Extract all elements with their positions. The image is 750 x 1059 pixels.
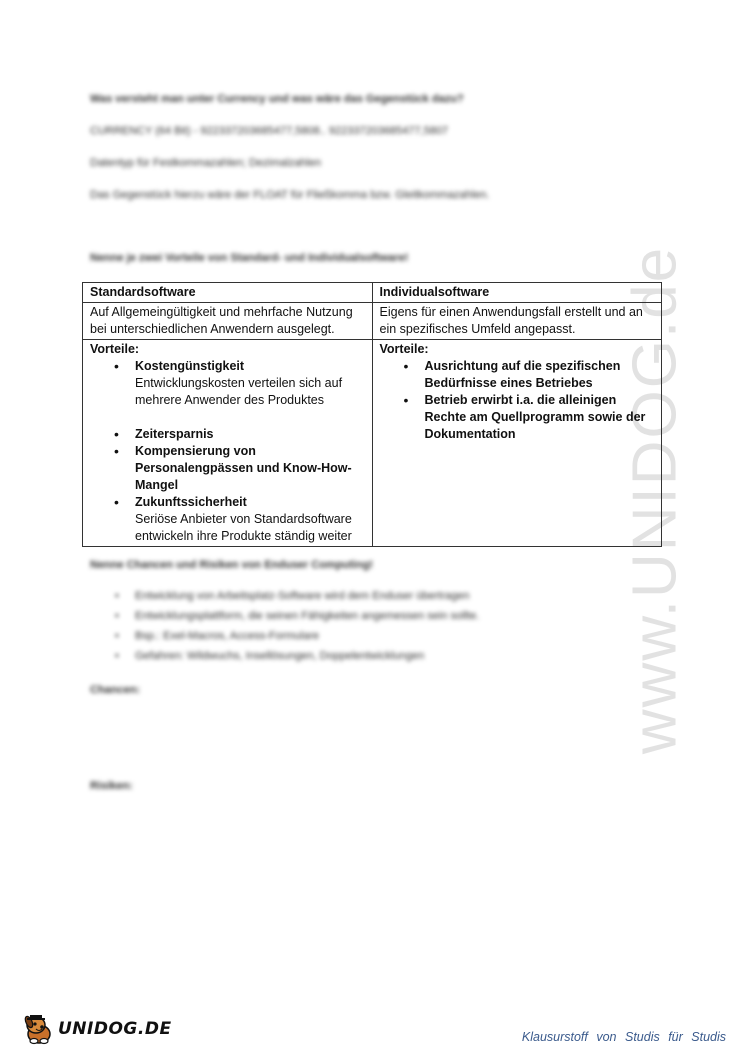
list-item-title: • Kostengünstigkeit xyxy=(135,359,245,373)
list-item: • Entwicklung von Arbeitsplatz-Software wird dem Enduser übertragen xyxy=(115,590,479,610)
list-item: • Bsp.: Exel-Macros, Access-Formulare xyxy=(115,630,479,650)
question-3-title: Nenne Chancen und Risiken von Enduser Computing! xyxy=(90,559,373,571)
unidog-logo[interactable] xyxy=(22,1012,172,1046)
list-item-title: • Kompensierung von Personalengpässen und Know-How-Mangel xyxy=(135,444,352,492)
list-item xyxy=(135,426,365,443)
list-item xyxy=(425,358,655,392)
question-1-title: Was versteht man unter Currency und was wäre das Gegenstück dazu? xyxy=(90,93,464,105)
header-standardsoftware: Standardsoftware xyxy=(83,283,373,303)
list-item-description: Entwicklungskosten verteilen sich auf mehrere Anwender des Produktes xyxy=(135,376,343,407)
list-item xyxy=(135,358,365,409)
enduser-bullet-list xyxy=(115,590,479,670)
description-individualsoftware: Eigens für einen Anwendungsfall erstellt und an ein spezifisches Umfeld angepasst. xyxy=(372,303,662,340)
list-item-title: • Zukunftssicherheit xyxy=(135,495,247,509)
list-item xyxy=(135,494,365,545)
question-1-line-2: Datentyp für Festkommazahlen; Dezimalzahlen xyxy=(90,157,322,169)
advantages-label: Vorteile: xyxy=(379,342,429,356)
table-description-row xyxy=(83,303,662,340)
question-1-line-3: Das Gegenstück hierzu wäre der FLOAT für Fließkomma bzw. Gleitkommazahlen. xyxy=(90,189,490,201)
comparison-table xyxy=(82,282,662,547)
list-item: • Entwicklungsplattform, die seinen Fähigkeiten angemessen sein sollte. xyxy=(115,610,479,630)
advantages-label: Vorteile: xyxy=(90,342,140,356)
risiken-label: Risiken: xyxy=(90,780,133,792)
header-individualsoftware: Individualsoftware xyxy=(372,283,662,303)
list-item-title: • Betrieb erwirbt i.a. die alleinigen Rechte am Quellprogramm sowie der Dokumentation xyxy=(424,393,646,441)
list-item xyxy=(135,443,365,494)
table-header-row xyxy=(83,283,662,303)
question-2-title: Nenne je zwei Vorteile von Standard- und Individualsoftware! xyxy=(90,252,409,264)
list-item xyxy=(425,392,655,443)
list-item-description: Seriöse Anbieter von Standardsoftware entwickeln ihre Produkte ständig weiter xyxy=(135,512,352,543)
advantages-standardsoftware xyxy=(83,340,373,547)
list-item-title: • Zeitersparnis xyxy=(135,427,214,441)
watermark: www.UNIDOG.de xyxy=(620,245,690,755)
list-item: • Gefahren: Wildwuchs, Insellösungen, Doppelentwicklungen xyxy=(115,650,479,670)
list-item-title: • Ausrichtung auf die spezifischen Bedürfnisse eines Betriebes xyxy=(424,359,621,390)
table-advantages-row xyxy=(83,340,662,547)
logo-text: UNIDOG.DE xyxy=(58,1019,172,1039)
chancen-label: Chancen: xyxy=(90,684,141,696)
description-standardsoftware: Auf Allgemeingültigkeit und mehrfache Nutzung bei unterschiedlichen Anwendern ausgelegt. xyxy=(83,303,373,340)
footer-slogan: Klausurstoff von Studis für Studis xyxy=(521,1030,726,1044)
advantages-list-individual xyxy=(380,358,655,443)
dog-mascot-icon xyxy=(22,1012,56,1046)
question-1-line-1: CURRENCY (64 Bit) - 922337203685477,5808.. 922337203685477,5807 xyxy=(90,125,449,137)
advantages-list-standard xyxy=(90,358,365,545)
advantages-individualsoftware xyxy=(372,340,662,547)
